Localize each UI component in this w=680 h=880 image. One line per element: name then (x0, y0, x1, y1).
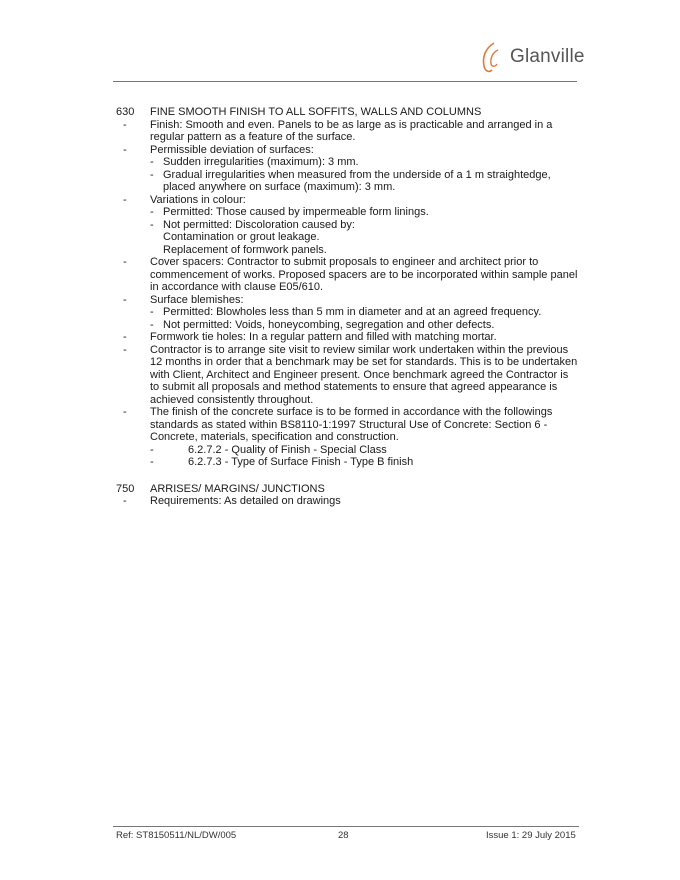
sub-item-line: Replacement of formwork panels. (163, 243, 327, 256)
bullet-dash: - (123, 495, 127, 507)
list-item (116, 294, 578, 332)
spacer (116, 469, 578, 483)
glanville-swirl-logo-icon (476, 40, 506, 74)
item-text: Permissible deviation of surfaces: (150, 143, 314, 156)
item-text: Cover spacers: Contractor to submit proposals to engineer and architect prior to commencement of works. Proposed spacers are to be incorporated within sample panel in accordance with clause E05/610. (150, 256, 578, 293)
item-text: Finish: Smooth and even. Panels to be as large as is practicable and arranged in a regular pattern as a feature of the surface. (150, 118, 553, 143)
sub-item-text: Sudden irregularities (maximum): 3 mm. (163, 156, 359, 168)
bullet-dash: - (150, 306, 154, 318)
bullet-dash: - (150, 443, 154, 456)
item-text: Formwork tie holes: In a regular pattern and filled with matching mortar. (150, 331, 497, 343)
bullet-dash: - (123, 193, 127, 206)
sub-item-text: Not permitted: Voids, honeycombing, segregation and other defects. (163, 318, 495, 331)
standard-reference-text: 6.2.7.3 - Type of Surface Finish - Type B finish (188, 456, 414, 468)
clause-number: 630 (116, 106, 135, 118)
issue-date: Issue 1: 29 July 2015 (486, 830, 576, 841)
bullet-dash: - (123, 343, 127, 356)
bullet-dash: - (123, 256, 127, 268)
bullet-dash: - (150, 168, 154, 181)
bullet-dash: - (123, 143, 127, 156)
list-item (116, 256, 578, 294)
footer-divider (113, 826, 579, 827)
sub-item-text: Permitted: Blowholes less than 5 mm in diameter and at an agreed frequency. (163, 306, 542, 318)
sub-item (150, 306, 578, 319)
clause-630 (116, 106, 578, 469)
standard-reference (150, 444, 578, 457)
list-item (116, 344, 578, 407)
sub-item-text: Not permitted: Discoloration caused by: (163, 218, 355, 231)
item-text: Requirements: As detailed on drawings (150, 495, 341, 507)
clause-title: ARRISES/ MARGINS/ JUNCTIONS (150, 482, 325, 495)
list-item (116, 495, 578, 508)
bullet-dash: - (150, 156, 154, 168)
sub-item-line: Contamination or grout leakage. (163, 231, 320, 243)
bullet-dash: - (123, 331, 127, 343)
item-text: Variations in colour: (150, 193, 246, 206)
document-reference: Ref: ST8150511/NL/DW/005 (116, 830, 237, 841)
page-number: 28 (338, 830, 349, 841)
bullet-dash: - (123, 118, 127, 131)
header-divider (113, 81, 577, 82)
bullet-dash: - (150, 456, 154, 468)
sub-item-text: Permitted: Those caused by impermeable form linings. (163, 206, 429, 218)
bullet-dash: - (123, 293, 127, 306)
logo-wordmark: Glanville (510, 46, 585, 67)
sub-item (150, 206, 578, 219)
item-text: Contractor is to arrange site visit to review similar work undertaken within the previous 12 months in order that a benchmark may be set for standards. This is to be undertaken with Client, Architect and Engineer present. Once benchmark agreed the Contractor is to submit all proposals and method statements to ensure that agreed appearance is achieved consistently throughout. (150, 343, 578, 406)
list-item (116, 119, 578, 144)
list-item (116, 194, 578, 257)
clause-750 (116, 483, 578, 508)
item-text: The finish of the concrete surface is to be formed in accordance with the followings standards as stated within BS8110-1:1997 Structural Use of Concrete: Section 6 - Concrete, materials, specification and construction. (150, 406, 553, 443)
sub-item (150, 169, 578, 194)
bullet-dash: - (150, 206, 154, 218)
clause-heading (116, 483, 578, 496)
clause-title: FINE SMOOTH FINISH TO ALL SOFFITS, WALLS AND COLUMNS (150, 106, 482, 118)
sub-item-text: Gradual irregularities when measured from the underside of a 1 m straightedge, placed anywhere on surface (maximum): 3 mm. (163, 168, 551, 193)
list-item (116, 406, 578, 469)
sub-item (150, 219, 578, 257)
clause-heading (116, 106, 578, 119)
list-item (116, 331, 578, 344)
clause-number: 750 (116, 482, 135, 495)
sub-item (150, 156, 578, 169)
list-item (116, 144, 578, 194)
standard-reference (150, 456, 578, 469)
company-logo (476, 40, 585, 74)
bullet-dash: - (150, 318, 154, 331)
sub-item (150, 319, 578, 332)
bullet-dash: - (123, 406, 127, 418)
item-text: Surface blemishes: (150, 293, 244, 306)
standard-reference-text: 6.2.7.2 - Quality of Finish - Special Class (188, 443, 387, 456)
specification-content (116, 106, 578, 508)
bullet-dash: - (150, 218, 154, 231)
